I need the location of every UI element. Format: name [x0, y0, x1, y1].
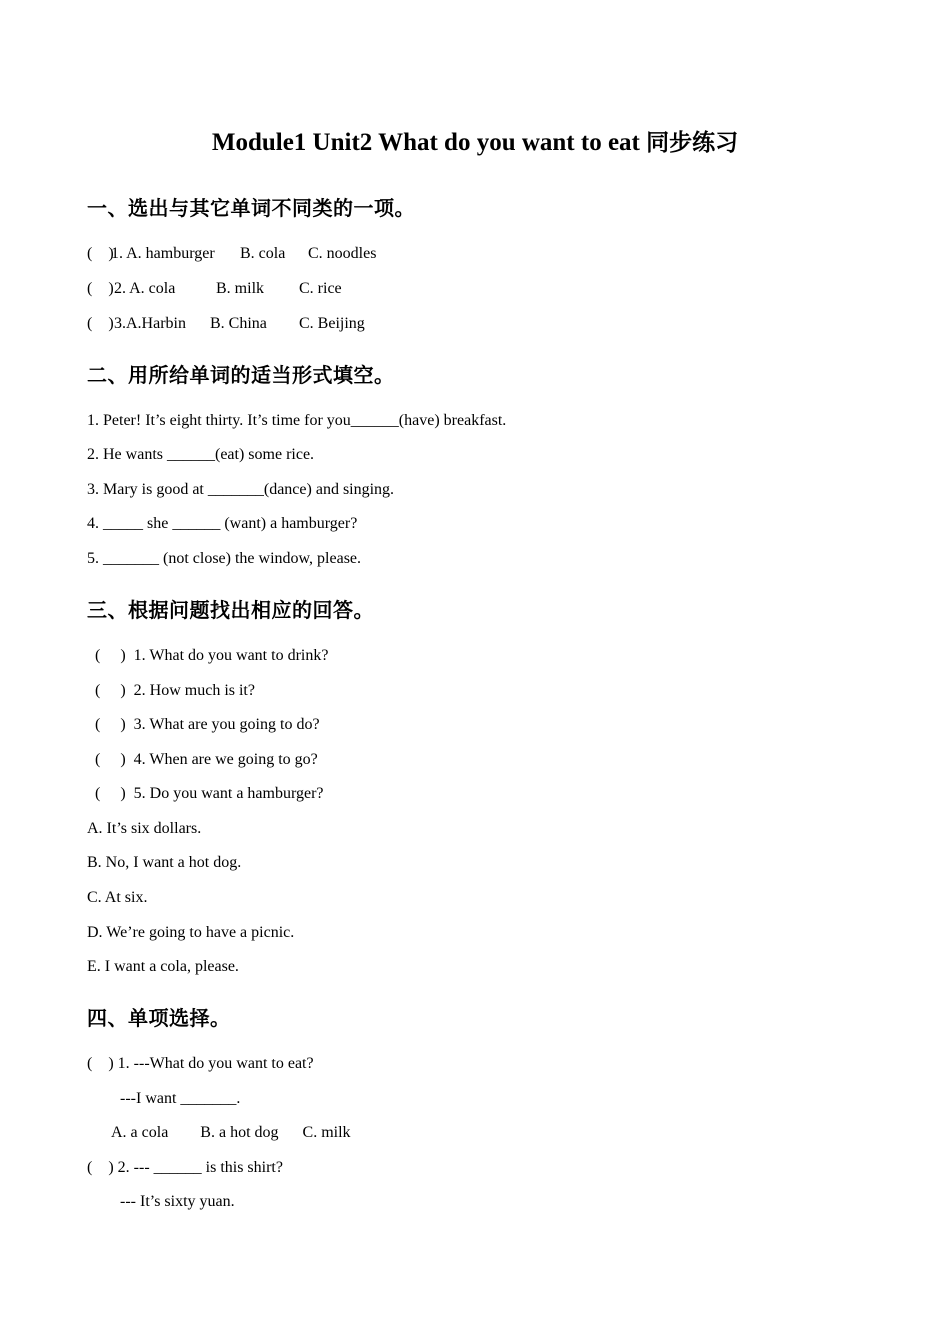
question-item: ( ) 1. What do you want to drink? [95, 647, 329, 664]
answer-bracket: ( ) [87, 245, 114, 262]
mc-options: A. a cola B. a hot dog C. milk [111, 1124, 351, 1141]
mc-answer-line: --- It’s sixty yuan. [120, 1193, 235, 1210]
fill-blank-item: 3. Mary is good at _______(dance) and singing. [87, 481, 395, 498]
option-a: 1. A. hamburger [111, 245, 215, 262]
section-3-heading: 三、根据问题找出相应的回答。 [87, 598, 374, 622]
option-b: B. cola [240, 245, 286, 262]
page-title [0, 124, 950, 157]
fill-blank-item: 2. He wants ______(eat) some rice. [87, 446, 315, 463]
option-c: C. noodles [308, 245, 377, 262]
title-english: Module1 Unit2 What do you want to eat [211, 129, 647, 156]
answer-bracket: ( ) [87, 280, 114, 297]
answer-option: E. I want a cola, please. [87, 958, 239, 975]
option-b: B. milk [216, 280, 265, 297]
section-2-heading: 二、用所给单词的适当形式填空。 [87, 363, 395, 387]
fill-blank-item: 4. _____ she ______ (want) a hamburger? [87, 515, 358, 532]
question-item: ( ) 2. How much is it? [95, 682, 255, 699]
fill-blank-item: 5. _______ (not close) the window, please. [87, 550, 362, 567]
option-b: B. China [210, 315, 267, 332]
mc-question: ( ) 2. --- ______ is this shirt? [87, 1159, 283, 1176]
title-chinese: 同步练习 [646, 130, 739, 156]
answer-option: B. No, I want a hot dog. [87, 854, 242, 871]
option-c: C. Beijing [299, 315, 365, 332]
mc-answer-line: ---I want _______. [120, 1090, 241, 1107]
question-item: ( ) 3. What are you going to do? [95, 716, 320, 733]
option-a: 2. A. cola [114, 280, 176, 297]
answer-option: C. At six. [87, 889, 148, 906]
answer-option: A. It’s six dollars. [87, 820, 202, 837]
fill-blank-item: 1. Peter! It’s eight thirty. It’s time for you______(have) breakfast. [87, 412, 507, 429]
answer-bracket: ( ) [87, 315, 114, 332]
question-item: ( ) 4. When are we going to go? [95, 751, 318, 768]
section-1-heading: 一、选出与其它单词不同类的一项。 [87, 196, 415, 220]
section-4-heading: 四、单项选择。 [87, 1006, 231, 1030]
answer-option: D. We’re going to have a picnic. [87, 924, 295, 941]
option-a: 3.A.Harbin [114, 315, 186, 332]
question-item: ( ) 5. Do you want a hamburger? [95, 785, 324, 802]
mc-question: ( ) 1. ---What do you want to eat? [87, 1055, 314, 1072]
option-c: C. rice [299, 280, 342, 297]
